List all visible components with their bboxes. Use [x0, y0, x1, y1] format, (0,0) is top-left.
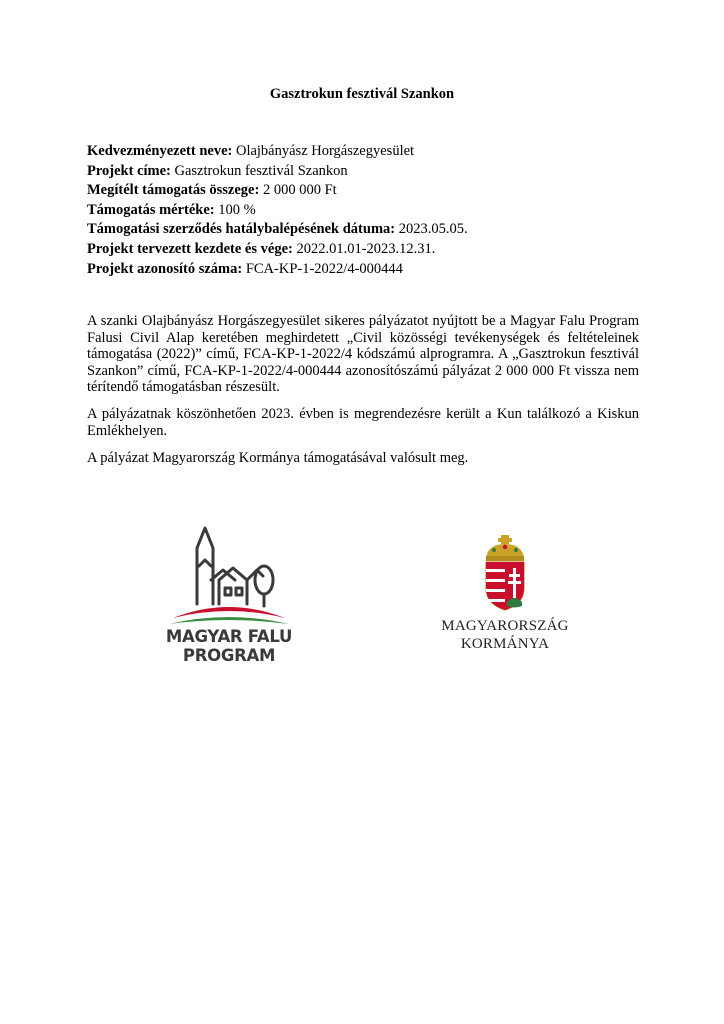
info-row-rate [87, 201, 647, 221]
paragraph: A pályázat Magyarország Kormánya támogatásával valósult meg. [87, 450, 469, 467]
info-row-beneficiary [87, 142, 647, 162]
kormany-logo-line2: KORMÁNYA [460, 636, 550, 652]
info-label: Támogatási szerződés hatálybalépésének dátuma: [87, 221, 396, 238]
info-value: FCA-KP-1-2022/4-000444 [245, 260, 403, 277]
magyar-falu-program-logo [163, 524, 295, 668]
info-row-project-title [87, 162, 647, 182]
magyar-falu-logo-line2: PROGRAM [182, 646, 276, 665]
info-label: Kedvezményezett neve: [87, 143, 233, 159]
info-value: Olajbányász Horgászegyesület [235, 143, 415, 159]
kormany-logo-line1: MAGYARORSZÁG [441, 618, 569, 634]
info-label: Projekt azonosító száma: [87, 260, 243, 277]
magyarorszag-kormanya-logo [440, 532, 570, 656]
info-value: 100 % [218, 201, 256, 218]
info-label: Projekt címe: [87, 162, 171, 179]
village-church-icon [163, 524, 295, 628]
info-label: Megítélt támogatás összege: [87, 182, 260, 199]
project-info [87, 142, 647, 279]
info-value: 2 000 000 Ft [262, 182, 337, 199]
magyar-falu-logo-line1: MAGYAR FALU [165, 627, 293, 646]
hungarian-coat-of-arms-icon [440, 532, 570, 612]
info-label: Támogatás mértéke: [87, 201, 215, 218]
info-label: Projekt tervezett kezdete és vége: [87, 240, 293, 257]
document-title: Gasztrokun fesztivál Szankon [269, 86, 455, 102]
info-row-amount [87, 181, 647, 201]
info-row-contract-date [87, 220, 647, 240]
info-row-period [87, 240, 647, 260]
paragraph: A pályázatnak köszönhetően 2023. évben is megrendezésre került a Kun találkozó a Kiskun Emlékhelyen. [87, 406, 639, 440]
info-row-project-id [87, 260, 647, 280]
info-value: Gasztrokun fesztivál Szankon [174, 162, 348, 179]
info-value: 2023.05.05. [398, 221, 468, 238]
info-value: 2022.01.01-2023.12.31. [296, 240, 436, 257]
body-text [87, 313, 639, 477]
paragraph: A szanki Olajbányász Horgászegyesület sikeres pályázatot nyújtott be a Magyar Falu Program Falusi Civil Alap keretében meghirdetett „Civil közösségi tevékenységek és feltételeinek támogatása (2022)” című, FCA-KP-1-2022/4 kódszámú alprogramra. A „Gasztrokun fesztivál Szankon” című, FCA-KP-1-2022/4-000444 azonosítószámú pályázat 2 000 000 Ft vissza nem térítendő támogatásban részesült. [87, 313, 639, 396]
